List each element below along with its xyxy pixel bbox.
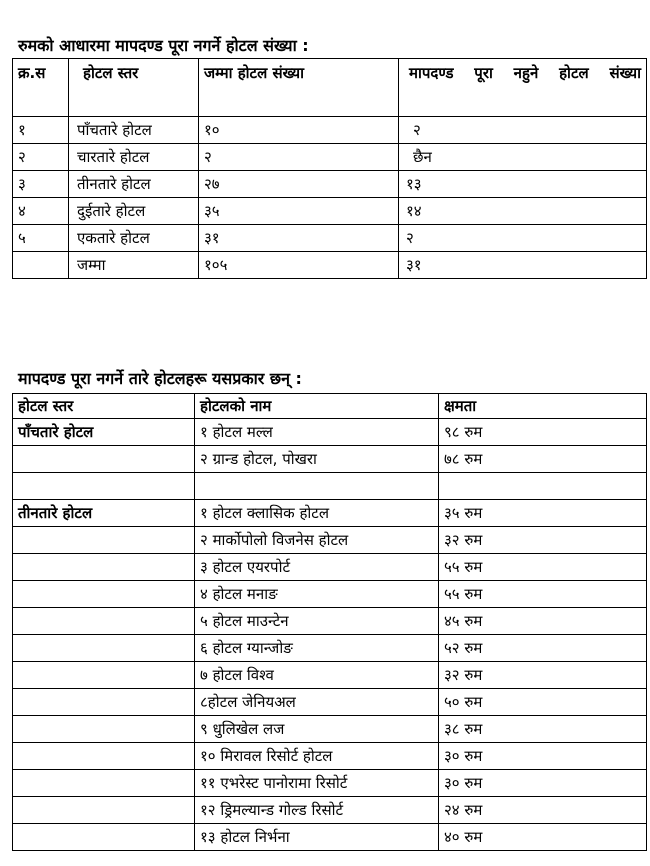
cell-total-hotels: ३५ (199, 198, 399, 225)
table-header-row (13, 59, 647, 117)
header-hotel-level: होटल स्तर (13, 394, 195, 419)
table-row (13, 171, 647, 198)
cell-noncompliant: छैन (399, 144, 647, 171)
cell-capacity: ४० रुम (439, 824, 647, 851)
section2-title: मापदण्ड पूरा नगर्ने तारे होटलहरू यसप्रकार छन् : (18, 369, 302, 388)
cell-total-hotels: २७ (199, 171, 399, 198)
cell-hotel-name: १ होटल क्लासिक होटल (195, 500, 439, 527)
cell-hotel-level (13, 743, 195, 770)
cell-capacity: ३० रुम (439, 743, 647, 770)
cell-hotel-name: ५ होटल माउन्टेन (195, 608, 439, 635)
table-row (13, 446, 647, 473)
table-row (13, 689, 647, 716)
header-serial: क्र.स (13, 59, 69, 117)
cell-total-hotels: १० (199, 117, 399, 144)
header-hotel-level: होटल स्तर (69, 59, 199, 117)
table-row (13, 716, 647, 743)
table-row (13, 419, 647, 446)
table-row (13, 635, 647, 662)
cell-capacity: ५५ रुम (439, 581, 647, 608)
cell-noncompliant: २ (399, 117, 647, 144)
cell-hotel-level: पाँचतारे होटल (69, 117, 199, 144)
cell-serial: ५ (13, 225, 69, 252)
table-row (13, 743, 647, 770)
cell-hotel-name: १ होटल मल्ल (195, 419, 439, 446)
table-row (13, 770, 647, 797)
cell-capacity: ३२ रुम (439, 662, 647, 689)
table-row (13, 554, 647, 581)
cell-noncompliant: २ (399, 225, 647, 252)
cell-capacity: ३८ रुम (439, 716, 647, 743)
table-header-row (13, 394, 647, 419)
table-row (13, 252, 647, 279)
table-row (13, 608, 647, 635)
cell-hotel-level (13, 662, 195, 689)
cell-noncompliant: ३१ (399, 252, 647, 279)
cell-serial: १ (13, 117, 69, 144)
cell-capacity: ५० रुम (439, 689, 647, 716)
hotel-count-table (12, 58, 647, 279)
cell-hotel-level (13, 527, 195, 554)
cell-hotel-level: एकतारे होटल (69, 225, 199, 252)
cell-hotel-name: १० मिरावल रिसोर्ट होटल (195, 743, 439, 770)
table-row (13, 198, 647, 225)
header-total-hotels: जम्मा होटल संख्या (199, 59, 399, 117)
cell-capacity: ९८ रुम (439, 419, 647, 446)
cell-capacity: ४५ रुम (439, 608, 647, 635)
cell-capacity: ३० रुम (439, 770, 647, 797)
cell-serial (13, 252, 69, 279)
cell-hotel-name: ११ एभरेस्ट पानोरामा रिसोर्ट (195, 770, 439, 797)
cell-serial: २ (13, 144, 69, 171)
cell-capacity: २४ रुम (439, 797, 647, 824)
cell-hotel-level (13, 716, 195, 743)
cell-hotel-level (13, 797, 195, 824)
table-row (13, 527, 647, 554)
cell-capacity: ७८ रुम (439, 446, 647, 473)
cell-hotel-level: तीनतारे होटल (69, 171, 199, 198)
cell-total-hotels: २ (199, 144, 399, 171)
cell-hotel-level (13, 581, 195, 608)
cell-total-hotels: ३१ (199, 225, 399, 252)
cell-hotel-level: पाँचतारे होटल (13, 419, 195, 446)
cell-hotel-name: ३ होटल एयरपोर्ट (195, 554, 439, 581)
cell-serial: ४ (13, 198, 69, 225)
cell-hotel-name: १२ ड्रिमल्यान्ड गोल्ड रिसोर्ट (195, 797, 439, 824)
noncompliant-hotels-table (12, 393, 647, 851)
cell-noncompliant: १३ (399, 171, 647, 198)
cell-hotel-level (13, 608, 195, 635)
table-row (13, 500, 647, 527)
cell-hotel-name: ७ होटल विश्व (195, 662, 439, 689)
header-noncompliant-hotels: मापदण्ड पूरा नहुने होटल संख्या (399, 59, 647, 117)
cell-hotel-level (13, 770, 195, 797)
table-row (13, 225, 647, 252)
cell-capacity (439, 473, 647, 500)
cell-hotel-level: जम्मा (69, 252, 199, 279)
cell-hotel-level (13, 635, 195, 662)
cell-capacity: ५५ रुम (439, 554, 647, 581)
cell-hotel-level (13, 554, 195, 581)
cell-capacity: ३५ रुम (439, 500, 647, 527)
table-row (13, 581, 647, 608)
cell-hotel-level (13, 473, 195, 500)
header-hotel-name: होटलको नाम (195, 394, 439, 419)
header-capacity: क्षमता (439, 394, 647, 419)
table-row (13, 662, 647, 689)
section1-title: रुमको आधारमा मापदण्ड पूरा नगर्ने होटल संख्या : (18, 36, 309, 55)
cell-hotel-level (13, 446, 195, 473)
cell-hotel-level: चारतारे होटल (69, 144, 199, 171)
cell-hotel-level (13, 689, 195, 716)
cell-capacity: ३२ रुम (439, 527, 647, 554)
cell-capacity: ५२ रुम (439, 635, 647, 662)
table-row (13, 473, 647, 500)
cell-total-hotels: १०५ (199, 252, 399, 279)
cell-hotel-name: १३ होटल निर्भना (195, 824, 439, 851)
cell-hotel-name (195, 473, 439, 500)
table-row (13, 824, 647, 851)
cell-noncompliant: १४ (399, 198, 647, 225)
cell-serial: ३ (13, 171, 69, 198)
table-row (13, 797, 647, 824)
cell-hotel-name: २ मार्कोपोलो विजनेस होटल (195, 527, 439, 554)
cell-hotel-level: तीनतारे होटल (13, 500, 195, 527)
cell-hotel-name: ९ धुलिखेल लज (195, 716, 439, 743)
cell-hotel-name: ८होटल जेनियअल (195, 689, 439, 716)
table-row (13, 117, 647, 144)
table-row (13, 144, 647, 171)
cell-hotel-name: ४ होटल मनाङ (195, 581, 439, 608)
cell-hotel-level (13, 824, 195, 851)
cell-hotel-name: २ ग्रान्ड होटल, पोखरा (195, 446, 439, 473)
cell-hotel-level: दुईतारे होटल (69, 198, 199, 225)
cell-hotel-name: ६ होटल ग्यान्जोङ (195, 635, 439, 662)
